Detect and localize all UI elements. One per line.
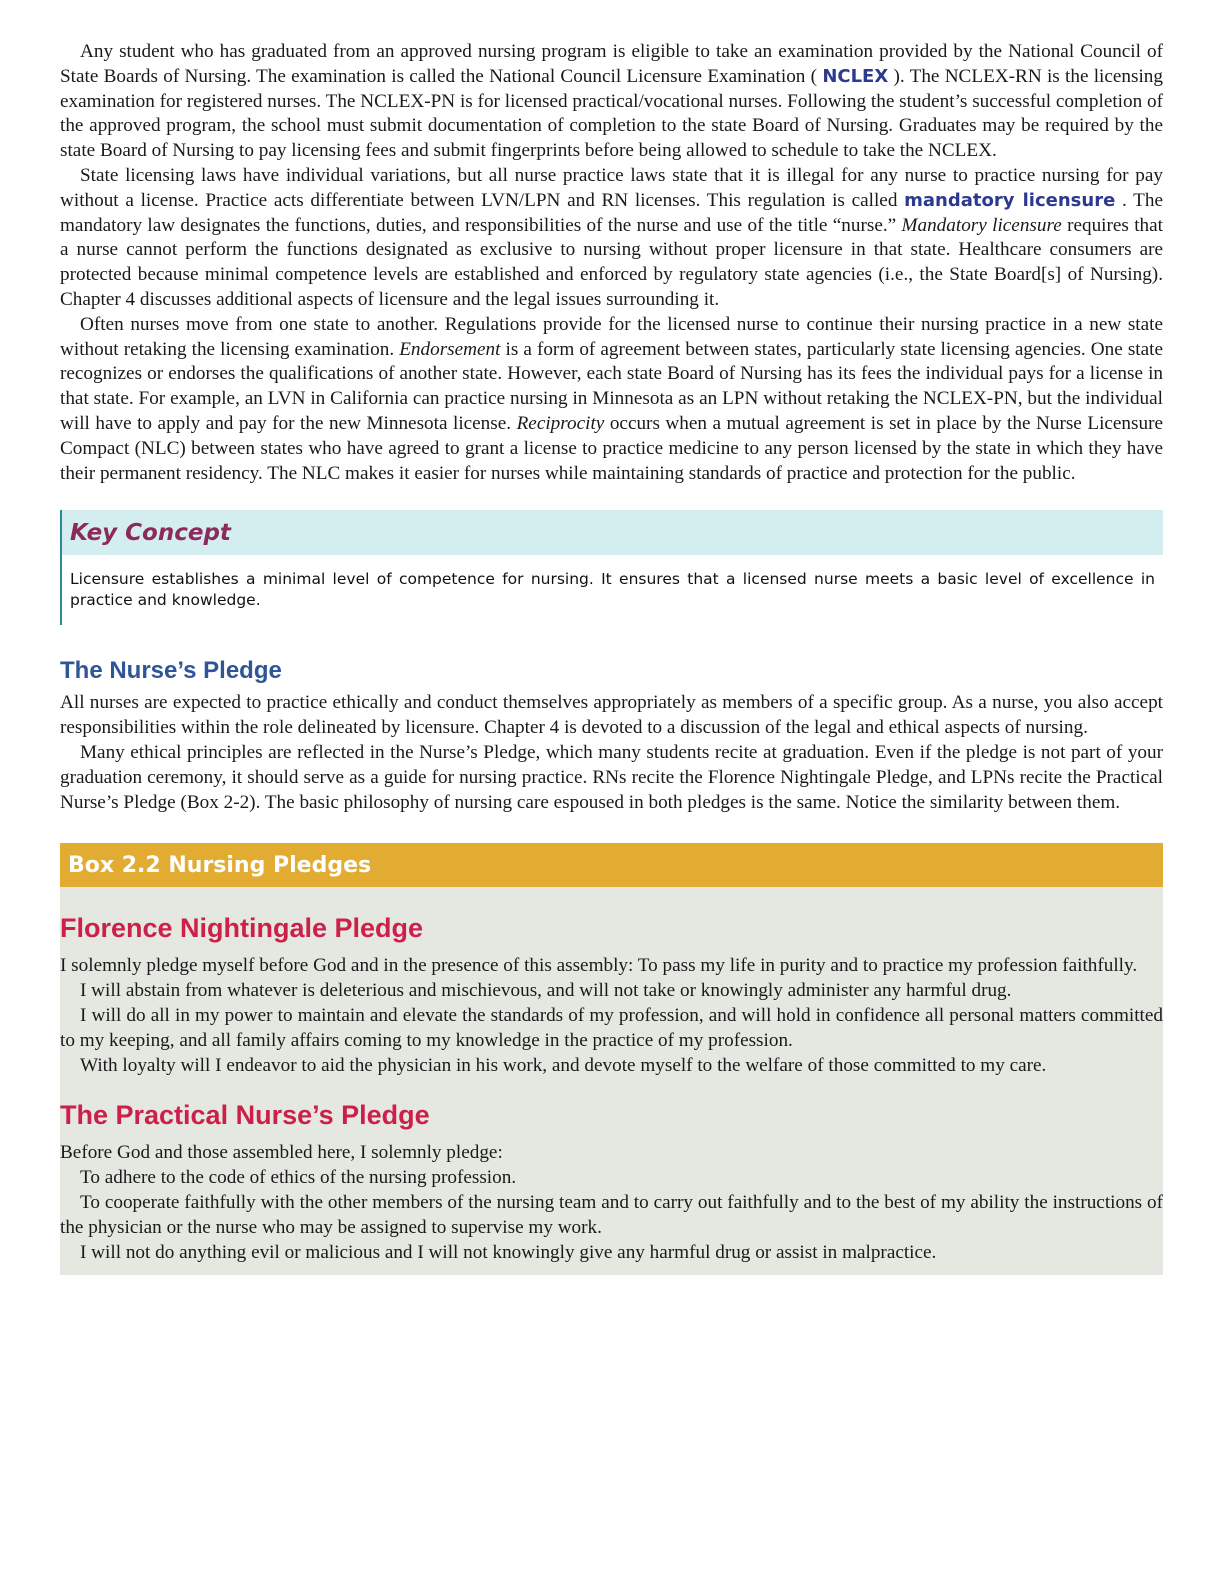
- pledge-paragraph-ethics: All nurses are expected to practice ethically and conduct themselves appropriately as members of a specific group. As a nurse, you also accept responsibilities within the role delineated by licensure. Chapter 4 is devoted to a discussion of the legal and ethical aspects of nursing.: [60, 692, 1163, 739]
- intro-paragraph-licensure: State licensing laws have individual variations, but all nurse practice laws state that it is illegal for any nurse to practice nursing for pay without a license. Practice acts differentiate between LVN/LPN and RN licenses. This regulation is called mandatory licensure . The mandatory law designates the functions, duties, and responsibilities of the nurse and use of the title “nurse.” Mandatory licensure requires that a nurse cannot perform the functions designated as exclusive to nursing without proper licensure in that state. Healthcare consumers are protected because minimal competence levels are established and enforced by regulatory state agencies (i.e., the State Board[s] of Nursing). Chapter 4 discusses additional aspects of licensure and the legal issues surrounding it.: [60, 164, 1163, 310]
- nightingale-paragraph: I will abstain from whatever is deleterious and mischievous, and will not take or knowingly administer any harmful drug.: [80, 980, 1012, 1002]
- practical-paragraph: To adhere to the code of ethics of the nursing profession.: [80, 1167, 517, 1189]
- term-mandatory-licensure[interactable]: mandatory licensure: [904, 189, 1116, 211]
- nightingale-paragraph: I will do all in my power to maintain and elevate the standards of my profession, and will hold in confidence all personal matters committed to my keeping, and all family affairs coming to my knowledge in the practice of my profession.: [60, 1004, 1163, 1051]
- nursing-pledges-box: [60, 843, 1163, 1275]
- practical-paragraph: I will not do anything evil or malicious and I will not knowingly give any harmful drug or assist in malpractice.: [80, 1241, 937, 1263]
- term-nclex[interactable]: NCLEX: [822, 65, 889, 87]
- key-concept-title: Key Concept: [62, 510, 1163, 555]
- nightingale-paragraph: With loyalty will I endeavor to aid the physician in his work, and devote myself to the welfare of those committed to my care.: [80, 1054, 1047, 1076]
- practical-pledge-heading: The Practical Nurse’s Pledge: [60, 1100, 430, 1131]
- intro-paragraph-nclex: Any student who has graduated from an approved nursing program is eligible to take an examination provided by the National Council of State Boards of Nursing. The examination is called the National Council Licensure Examination ( NCLEX ). The NCLEX-RN is the licensing examination for registered nurses. The NCLEX-PN is for licensed practical/vocational nurses. Following the student’s successful completion of the approved program, the school must submit documentation of completion to the state Board of Nursing. Graduates may be required by the state Board of Nursing to pay licensing fees and submit fingerprints before being allowed to schedule to take the NCLEX.: [60, 41, 1163, 162]
- practical-paragraph: Before God and those assembled here, I solemnly pledge:: [60, 1142, 503, 1164]
- practical-paragraph: To cooperate faithfully with the other members of the nursing team and to carry out faithfully and to the best of my ability the instructions of the physician or the nurse who may be assigned to supervise my work.: [60, 1191, 1163, 1238]
- page-content: [60, 40, 1163, 1275]
- key-concept-text: Licensure establishes a minimal level of competence for nursing. It ensures that a licensed nurse meets a basic level of excellence in practice and knowledge.: [70, 570, 1155, 610]
- nurses-pledge-heading: The Nurse’s Pledge: [60, 657, 282, 685]
- box-title: Box 2.2 Nursing Pledges: [60, 843, 1163, 887]
- nightingale-paragraph: I solemnly pledge myself before God and in the presence of this assembly: To pass my life in purity and to practice my profession faithfully.: [60, 955, 1138, 977]
- nightingale-pledge-heading: Florence Nightingale Pledge: [60, 913, 424, 944]
- key-concept-box: [60, 510, 1163, 625]
- pledge-paragraph-principles: Many ethical principles are reflected in the Nurse’s Pledge, which many students recite at graduation. Even if the pledge is not part of your graduation ceremony, it should serve as a guide for nursing practice. RNs recite the Florence Nightingale Pledge, and LPNs recite the Practical Nurse’s Pledge (Box 2-2). The basic philosophy of nursing care espoused in both pledges is the same. Notice the similarity between them.: [60, 741, 1163, 813]
- intro-paragraph-endorsement: Often nurses move from one state to another. Regulations provide for the licensed nurse to continue their nursing practice in a new state without retaking the licensing examination. Endorsement is a form of agreement between states, particularly state licensing agencies. One state recognizes or endorses the qualifications of another state. However, each state Board of Nursing has its fees the individual pays for a license in that state. For example, an LVN in California can practice nursing in Minnesota as an LPN without retaking the NCLEX-PN, but the individual will have to apply and pay for the new Minnesota license. Reciprocity occurs when a mutual agreement is set in place by the Nurse Licensure Compact (NLC) between states who have agreed to grant a license to practice medicine to any person licensed by the state in which they have their permanent residency. The NLC makes it easier for nurses while maintaining standards of practice and protection for the public.: [60, 313, 1163, 484]
